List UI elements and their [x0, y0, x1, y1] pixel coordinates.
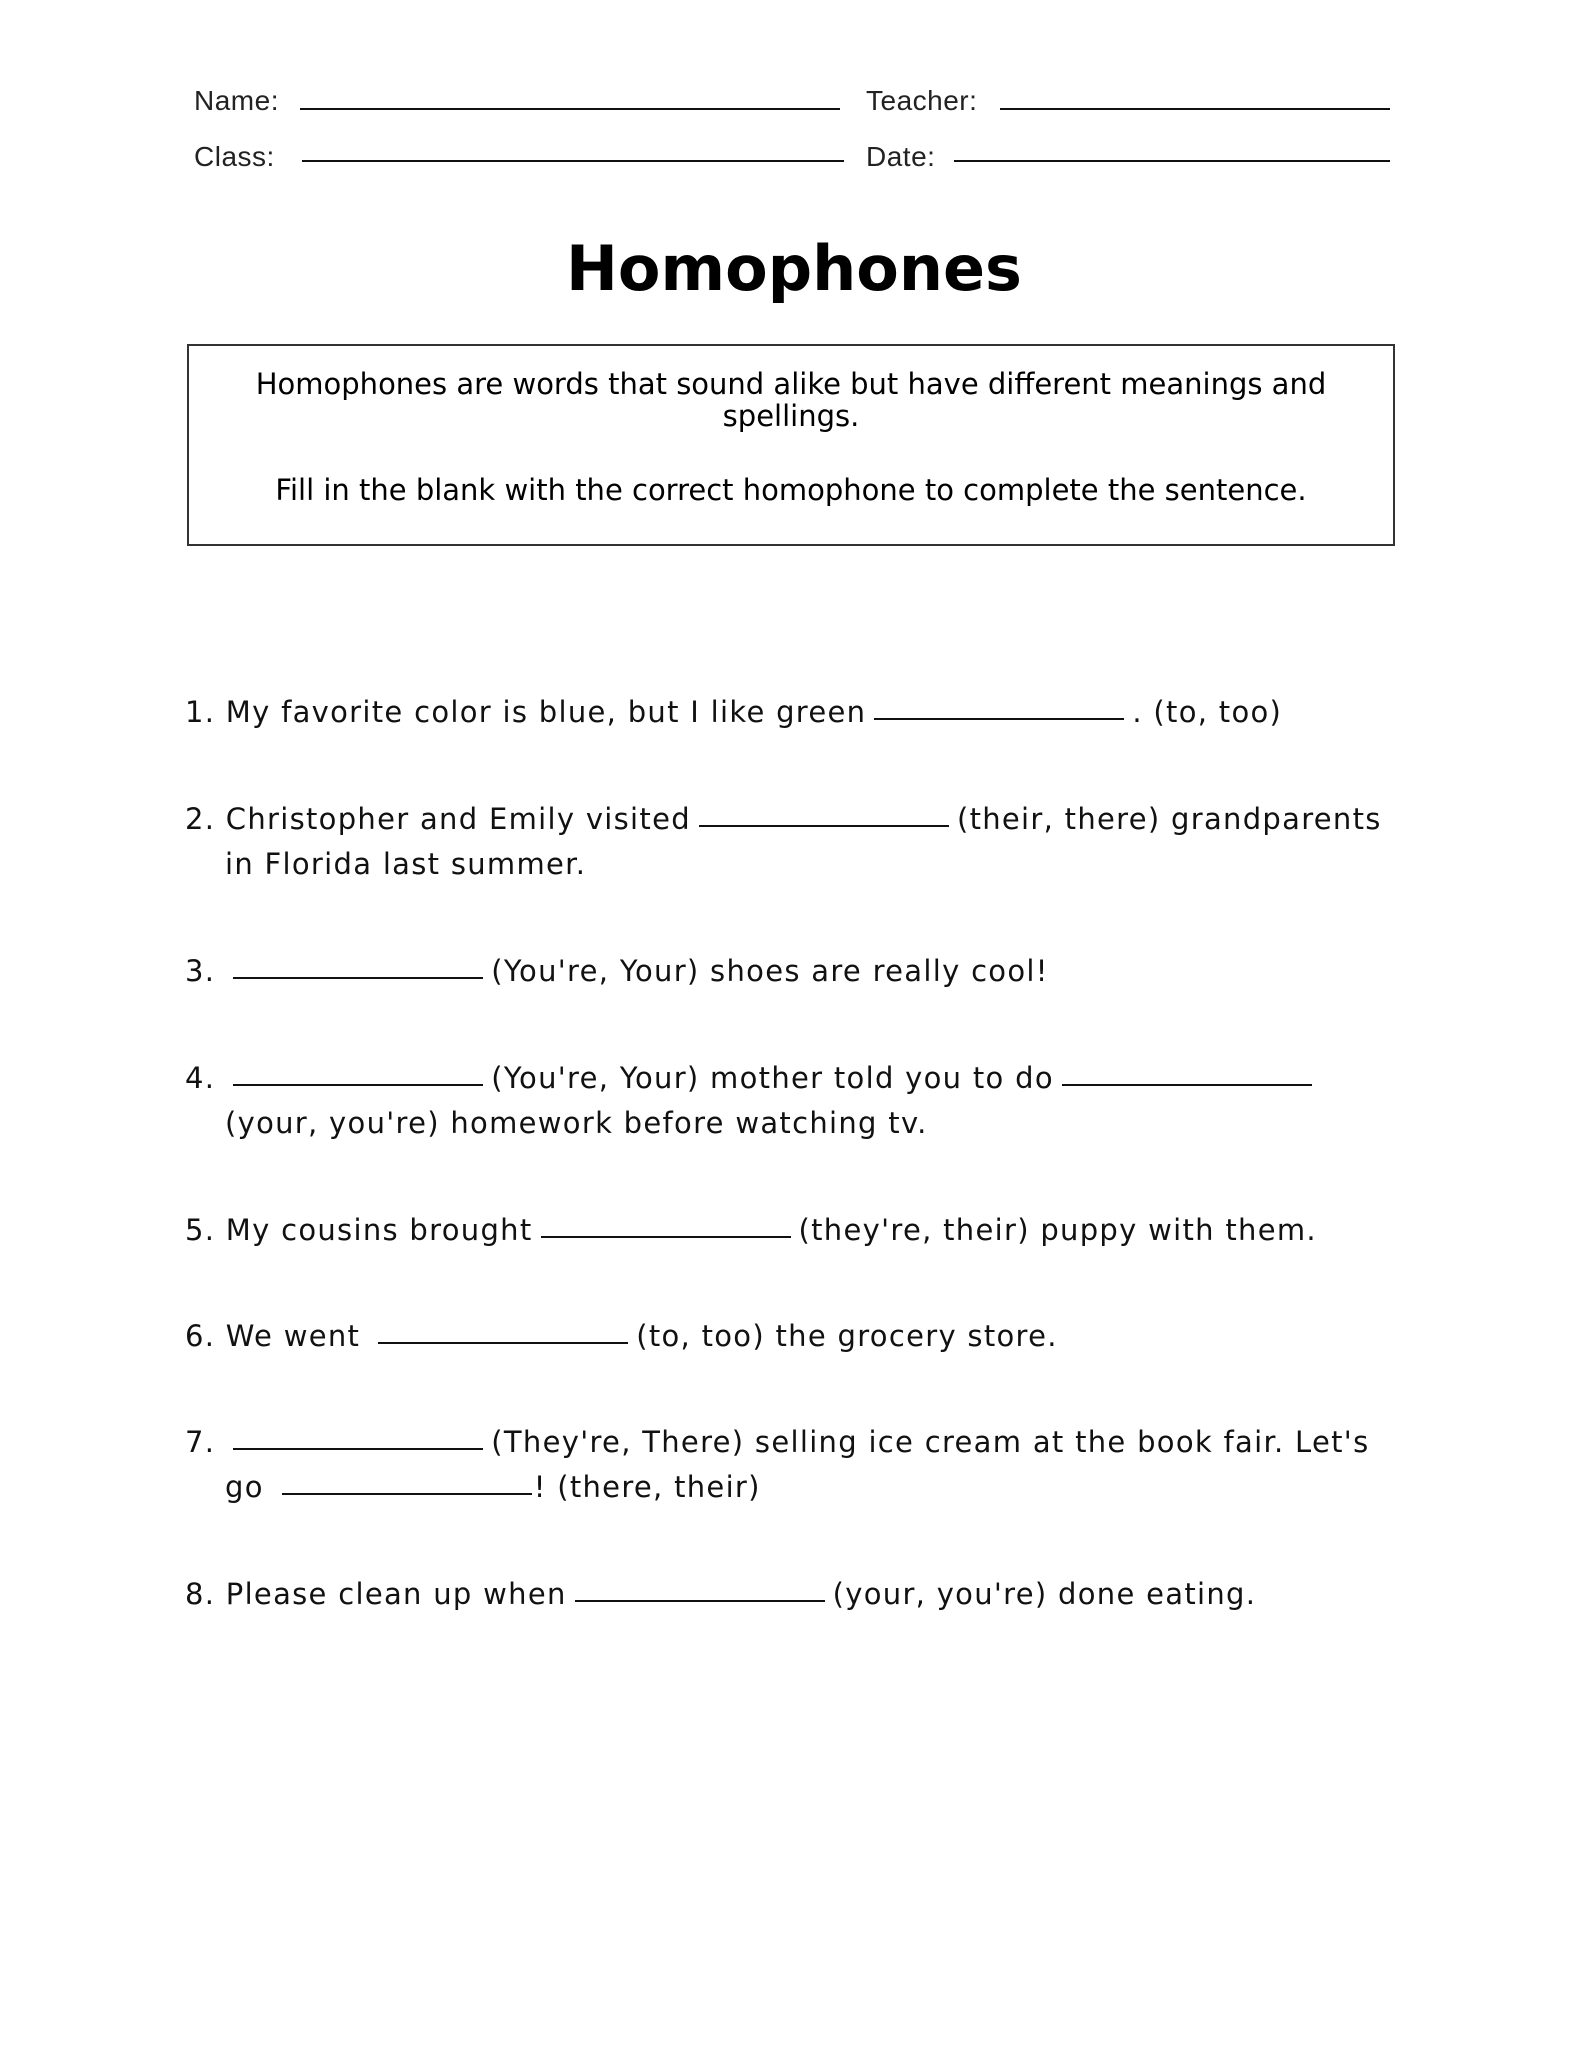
answer-blank[interactable]: [874, 718, 1124, 720]
question-text: 1. My favorite color is blue, but I like green: [185, 695, 867, 729]
question-7: [185, 1420, 1415, 1510]
question-text: (your, you're) done eating.: [832, 1577, 1257, 1611]
question-number: 3.: [185, 954, 216, 988]
question-text: (they're, their) puppy with them.: [798, 1213, 1317, 1247]
answer-blank[interactable]: [233, 1084, 483, 1086]
question-text: go: [225, 1470, 264, 1504]
question-text: 2. Christopher and Emily visited: [185, 802, 691, 836]
question-text: 5. My cousins brought: [185, 1213, 533, 1247]
question-text: (You're, Your) shoes are really cool!: [491, 954, 1049, 988]
answer-blank[interactable]: [575, 1600, 825, 1602]
question-2: [185, 797, 1415, 887]
question-3: [185, 949, 1415, 994]
question-8: [185, 1572, 1415, 1617]
answer-blank[interactable]: [1062, 1084, 1312, 1086]
answer-blank[interactable]: [282, 1493, 532, 1495]
question-text: 8. Please clean up when: [185, 1577, 567, 1611]
question-5: [185, 1208, 1415, 1253]
answer-blank[interactable]: [378, 1342, 628, 1344]
question-text: (their, there) grandparents: [956, 802, 1382, 836]
question-text: (You're, Your) mother told you to do: [491, 1061, 1054, 1095]
answer-blank[interactable]: [233, 977, 483, 979]
question-4: [185, 1056, 1415, 1146]
question-text: ! (there, their): [533, 1470, 761, 1504]
name-label: Name:: [194, 85, 279, 116]
answer-blank[interactable]: [699, 825, 949, 827]
teacher-field[interactable]: [1000, 108, 1390, 110]
class-field[interactable]: [302, 160, 844, 162]
answer-blank[interactable]: [233, 1448, 483, 1450]
question-text: (to, too) the grocery store.: [636, 1319, 1058, 1353]
question-text: 6. We went: [185, 1319, 361, 1353]
date-label: Date:: [866, 141, 936, 172]
class-label: Class:: [194, 141, 275, 172]
question-1: [185, 690, 1415, 735]
question-number: 7.: [185, 1425, 216, 1459]
date-field[interactable]: [954, 160, 1390, 162]
name-field[interactable]: [300, 108, 840, 110]
page-title: Homophones: [566, 232, 1022, 305]
answer-blank[interactable]: [541, 1236, 791, 1238]
definition-text: Homophones are words that sound alike but have different meanings and spellings.: [255, 367, 1327, 433]
question-text: (your, you're) homework before watching tv.: [225, 1106, 928, 1140]
question-text: in Florida last summer.: [225, 847, 587, 881]
task-instruction: Fill in the blank with the correct homophone to complete the sentence.: [275, 473, 1307, 507]
question-number: 4.: [185, 1061, 216, 1095]
question-text: . (to, too): [1132, 695, 1283, 729]
instructions-box: [187, 344, 1395, 546]
teacher-label: Teacher:: [866, 85, 978, 116]
question-6: [185, 1314, 1415, 1359]
question-text: (They're, There) selling ice cream at the book fair. Let's: [491, 1425, 1370, 1459]
